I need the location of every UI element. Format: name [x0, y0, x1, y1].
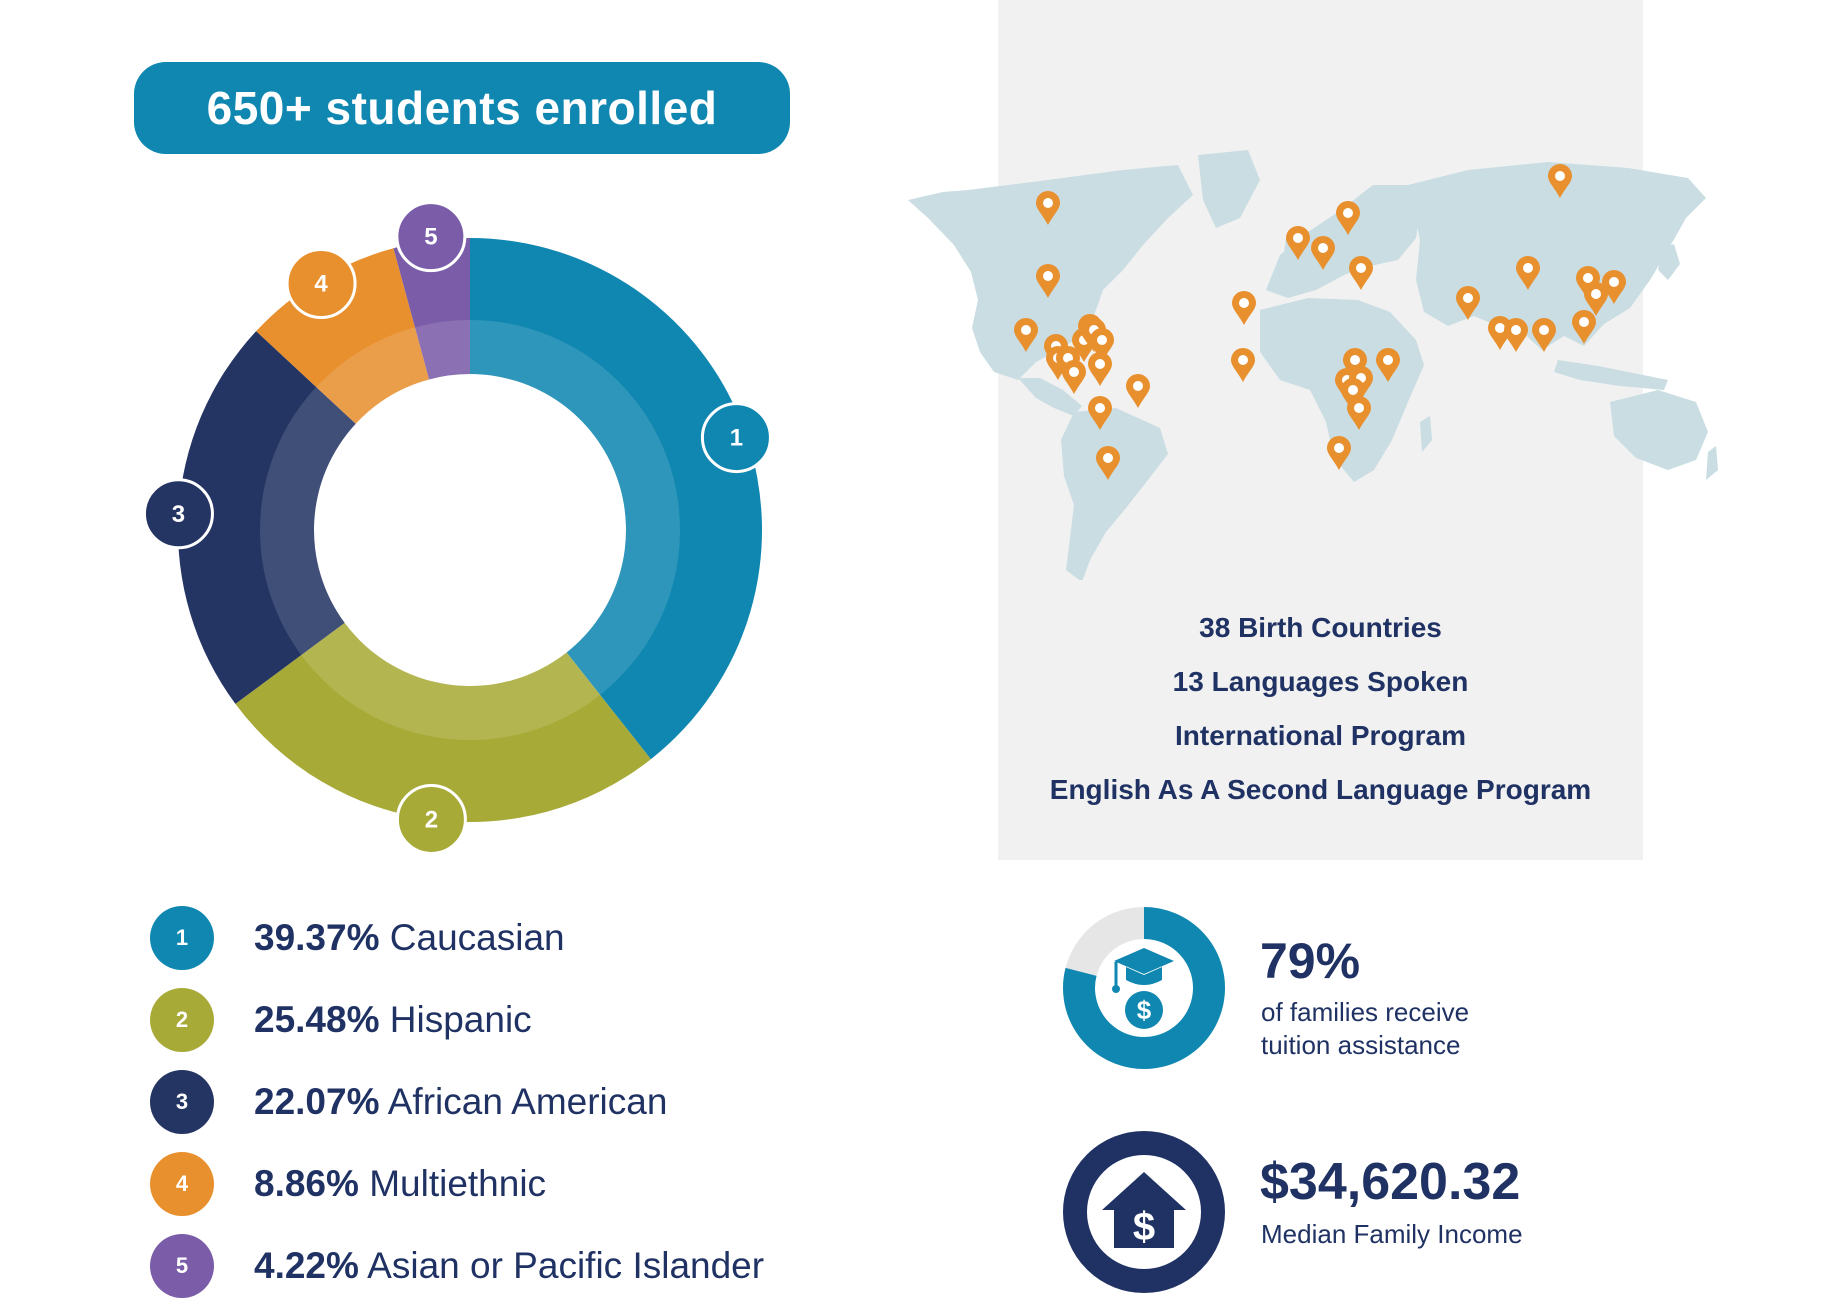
- location-pin-dot: [1583, 273, 1593, 283]
- legend-text: [254, 999, 532, 1041]
- svg-text:$: $: [1132, 1205, 1156, 1249]
- legend-text: [254, 1081, 667, 1123]
- assistance-caption-2: tuition assistance: [1261, 1030, 1461, 1060]
- location-pin-dot: [1095, 359, 1105, 369]
- location-pin-dot: [1043, 198, 1053, 208]
- income-value: $34,620.32: [1260, 1153, 1521, 1211]
- australia-shape: [1610, 390, 1708, 470]
- legend-item-hispanic: [150, 988, 850, 1052]
- location-pin-dot: [1097, 335, 1107, 345]
- location-pin-dot: [1043, 271, 1053, 281]
- location-pin-dot: [1318, 243, 1328, 253]
- legend-label: Asian or Pacific Islander: [367, 1245, 765, 1286]
- location-pin-dot: [1239, 298, 1249, 308]
- location-pin-dot: [1555, 171, 1565, 181]
- legend-text: [254, 917, 565, 959]
- svg-text:2: 2: [424, 806, 439, 834]
- svg-text:3: 3: [171, 500, 186, 528]
- location-pin-dot: [1095, 403, 1105, 413]
- svg-text:1: 1: [729, 424, 744, 452]
- location-pin-dot: [1383, 355, 1393, 365]
- svg-text:$: $: [1136, 995, 1152, 1025]
- legend-text: [254, 1245, 764, 1287]
- house-dollar-icon: [1062, 1130, 1226, 1294]
- legend-item-african-american: [150, 1070, 850, 1134]
- location-pin-dot: [1343, 208, 1353, 218]
- legend-badge: 5: [150, 1234, 214, 1298]
- location-pin-dot: [1523, 263, 1533, 273]
- location-pin-dot: [1133, 381, 1143, 391]
- income-caption: Median Family Income: [1261, 1219, 1523, 1249]
- graduation-cap-dollar-icon: [1112, 948, 1174, 1029]
- location-pin-dot: [1356, 263, 1366, 273]
- legend-item-multiethnic: [150, 1152, 850, 1216]
- legend-label: Caucasian: [389, 917, 565, 958]
- fact-languages: 13 Languages Spoken: [1172, 666, 1469, 697]
- legend-label: Hispanic: [389, 999, 532, 1040]
- madagascar-shape: [1420, 416, 1432, 452]
- donut-marker-3: [144, 480, 212, 548]
- location-pin-dot: [1238, 355, 1248, 365]
- location-pin-dot: [1348, 385, 1358, 395]
- legend-percent: 4.22%: [254, 1245, 359, 1286]
- location-pin-dot: [1591, 289, 1601, 299]
- assistance-caption-1: of families receive: [1261, 997, 1470, 1027]
- location-pin-dot: [1069, 367, 1079, 377]
- legend-text: [254, 1163, 546, 1205]
- world-map: [868, 140, 1718, 580]
- donut-marker-4: [287, 249, 355, 317]
- legend-percent: 25.48%: [254, 999, 380, 1040]
- enrollment-title: 650+ students enrolled: [206, 82, 718, 134]
- location-pin-dot: [1293, 233, 1303, 243]
- fact-birth-countries: 38 Birth Countries: [1199, 612, 1442, 643]
- location-pin-dot: [1495, 323, 1505, 333]
- legend-item-asian-pacific: [150, 1234, 850, 1298]
- legend-percent: 22.07%: [254, 1081, 380, 1122]
- donut-marker-1: [702, 404, 770, 472]
- svg-text:4: 4: [314, 270, 328, 298]
- legend-badge: 2: [150, 988, 214, 1052]
- legend-label: African American: [387, 1081, 668, 1122]
- ethnicity-donut-chart: [120, 180, 820, 880]
- location-pin-dot: [1021, 325, 1031, 335]
- location-pin-dot: [1511, 325, 1521, 335]
- world-landmass: [908, 150, 1718, 580]
- location-pin-dot: [1334, 443, 1344, 453]
- legend-label: Multiethnic: [369, 1163, 547, 1204]
- greenland-shape: [1198, 150, 1260, 228]
- legend-badge: 1: [150, 906, 214, 970]
- location-pin-dot: [1539, 325, 1549, 335]
- fact-esl-program: English As A Second Language Program: [1049, 774, 1592, 805]
- location-pin-dot: [1103, 453, 1113, 463]
- tuition-assistance-ring: [1062, 906, 1226, 1070]
- assistance-value: 79%: [1260, 933, 1361, 989]
- new-zealand-shape: [1706, 446, 1718, 480]
- legend-percent: 8.86%: [254, 1163, 359, 1204]
- location-pin-dot: [1609, 277, 1619, 287]
- donut-marker-2: [397, 785, 465, 853]
- legend-badge: 4: [150, 1152, 214, 1216]
- location-pin-dot: [1579, 317, 1589, 327]
- enrollment-banner: [134, 62, 790, 154]
- south-america-shape: [1061, 408, 1168, 580]
- donut-marker-5: [397, 203, 465, 271]
- location-pin-dot: [1354, 403, 1364, 413]
- svg-text:5: 5: [424, 223, 438, 251]
- location-pin-dot: [1350, 355, 1360, 365]
- legend-item-caucasian: [150, 906, 850, 970]
- legend-badge: 3: [150, 1070, 214, 1134]
- legend-percent: 39.37%: [254, 917, 380, 958]
- location-pin-dot: [1463, 293, 1473, 303]
- program-facts: [998, 606, 1643, 822]
- donut-inner-highlight: [287, 347, 653, 713]
- fact-international-program: International Program: [1175, 720, 1466, 751]
- indonesia-shape: [1554, 360, 1668, 390]
